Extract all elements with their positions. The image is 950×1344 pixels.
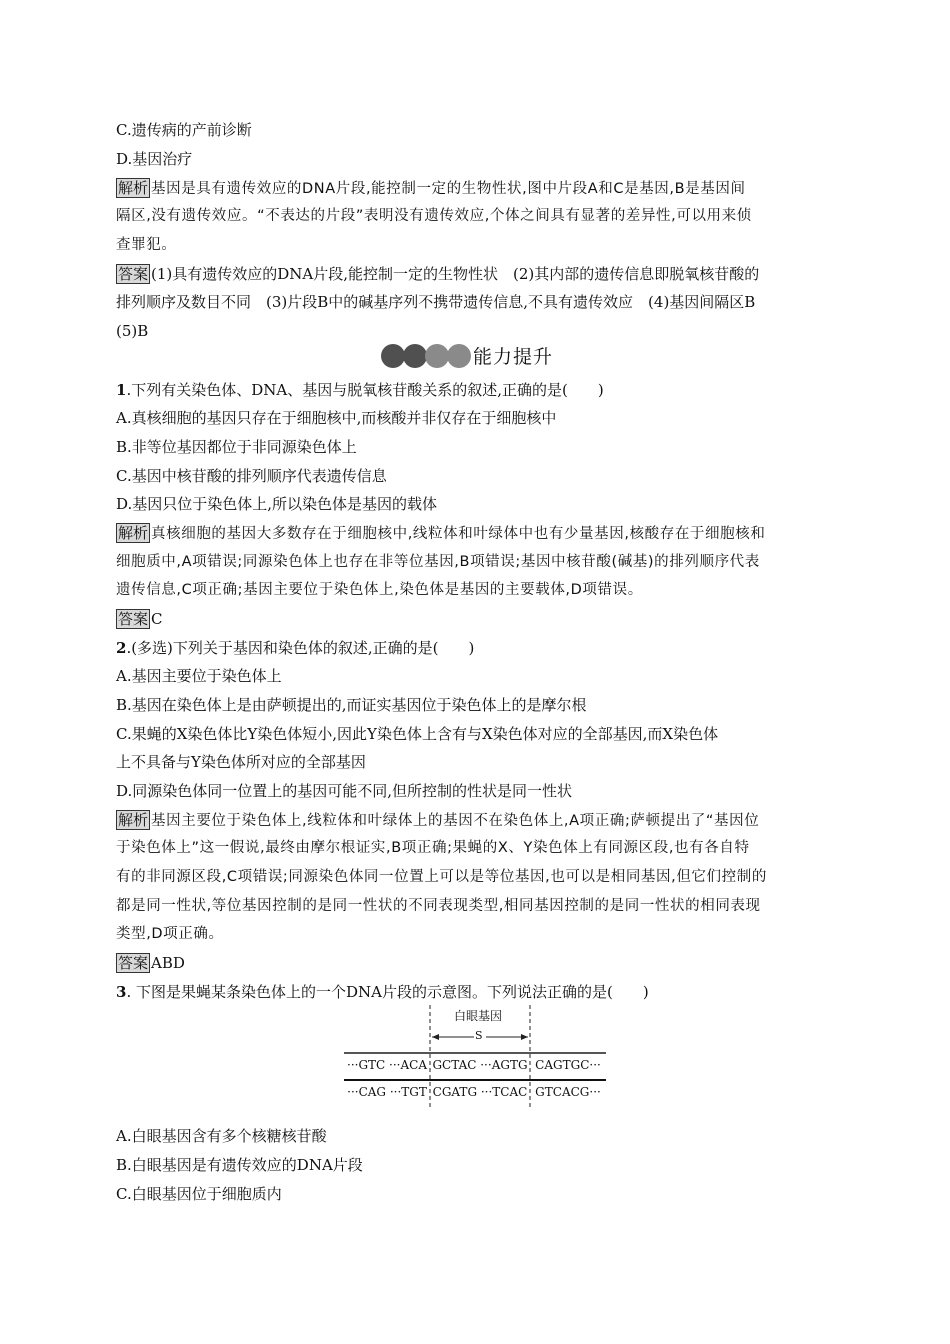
- section-header: [381, 342, 553, 369]
- q1-option-c: C.基因中核苷酸的排列顺序代表遗传信息: [116, 467, 387, 485]
- q1-answer: 答案 C: [118, 610, 163, 628]
- q1-option-d: D.基因只位于染色体上,所以染色体是基因的载体: [116, 495, 438, 513]
- q3-option-c: C.白眼基因位于细胞质内: [116, 1185, 282, 1203]
- q1-analysis-line: 遗传信息,C项正确;基因主要位于染色体上,染色体是基因的主要载体,D项错误。: [116, 582, 643, 598]
- top-strand-gene: GCTAC ···AGTG: [432, 1058, 528, 1072]
- answer-tag: 答案: [118, 265, 149, 283]
- q1-analysis-line: 解析 真核细胞的基因大多数存在于细胞核中,线粒体和叶绿体中也有少量基因,核酸存在于细胞核和: [118, 524, 766, 542]
- q1-analysis-line: 细胞质中,A项错误;同源染色体上也存在非等位基因,B项错误;基因中核苷酸(碱基)的排列顺序代表: [116, 554, 760, 570]
- q2-analysis-line: 都是同一性状,等位基因控制的是同一性状的不同表现类型,相同基因控制的是同一性状的相同表现: [116, 898, 761, 914]
- analysis-line: 隔区,没有遗传效应。“不表达的片段”表明没有遗传效应,个体之间具有显著的差异性,可以用来侦: [116, 208, 752, 224]
- q1-option-a: A.真核细胞的基因只存在于细胞核中,而核酸并非仅存在于细胞核中: [116, 409, 557, 427]
- question-3-stem: 3. 下图是果蝇某条染色体上的一个DNA片段的示意图。下列说法正确的是( ): [116, 983, 649, 1001]
- question-2-stem: 2.(多选)下列关于基因和染色体的叙述,正确的是( ): [116, 639, 475, 657]
- q2-option-c: C.果蝇的X染色体比Y染色体短小,因此Y染色体上含有与X染色体对应的全部基因,而X染色体: [116, 725, 719, 743]
- q2-option-d: D.同源染色体同一位置上的基因可能不同,但所控制的性状是同一性状: [116, 782, 573, 800]
- span-label: S: [475, 1029, 483, 1042]
- bottom-strand-gene: CGATG ···TCAC: [432, 1085, 528, 1099]
- q3-option-a: A.白眼基因含有多个核糖核苷酸: [116, 1127, 327, 1145]
- circle-icon: [425, 344, 449, 368]
- circle-icon: [381, 344, 405, 368]
- q2-analysis-line: 于染色体上”这一假说,最终由摩尔根证实,B项正确;果蝇的X、Y染色体上有同源区段,也有各自特: [116, 840, 750, 856]
- analysis-line: 解析 基因是具有遗传效应的DNA片段,能控制一定的生物性状,图中片段A和C是基因,B是基因间: [118, 179, 746, 197]
- q2-analysis-line: 解析 基因主要位于染色体上,线粒体和叶绿体上的基因不在染色体上,A项正确;萨顿提出了“基因位: [118, 811, 760, 829]
- analysis-line: 查罪犯。: [116, 237, 177, 253]
- dna-segment-diagram: [344, 1003, 606, 1108]
- q2-option-a: A.基因主要位于染色体上: [116, 667, 282, 685]
- q1-option-b: B.非等位基因都位于非同源染色体上: [116, 438, 357, 456]
- q2-analysis-line: 类型,D项正确。: [116, 926, 224, 942]
- circle-icon: [403, 344, 427, 368]
- answer-tag: 答案: [118, 954, 149, 972]
- answer-line: 答案 (1)具有遗传效应的DNA片段,能控制一定的生物性状 (2)其内部的遗传信息即脱氧核苷酸的: [118, 265, 760, 283]
- bottom-strand-right: GTCACG···: [535, 1085, 601, 1099]
- option-d: D.基因治疗: [116, 150, 193, 168]
- answer-line: 排列顺序及数目不同 (3)片段B中的碱基序列不携带遗传信息,不具有遗传效应 (4)基因间隔区B: [116, 293, 756, 311]
- answer-line: (5)B: [116, 322, 149, 340]
- section-title: 能力提升: [473, 346, 554, 368]
- q2-analysis-line: 有的非同源区段,C项错误;同源染色体同一位置上可以是等位基因,也可以是相同基因,但它们控制的: [116, 869, 767, 885]
- analysis-tag: 解析: [118, 524, 149, 542]
- q2-answer: 答案 ABD: [118, 954, 185, 972]
- top-strand-left: ···GTC ···ACA: [347, 1058, 427, 1072]
- circle-icon: [447, 344, 471, 368]
- option-c: C.遗传病的产前诊断: [116, 121, 252, 139]
- analysis-tag: 解析: [118, 811, 149, 829]
- gene-label: 白眼基因: [454, 1009, 503, 1023]
- bottom-strand-left: ···CAG ···TGT: [347, 1085, 427, 1099]
- top-strand-right: CAGTGC···: [535, 1058, 601, 1072]
- q3-option-b: B.白眼基因是有遗传效应的DNA片段: [116, 1156, 363, 1174]
- q2-option-b: B.基因在染色体上是由萨顿提出的,而证实基因位于染色体上的是摩尔根: [116, 696, 587, 714]
- q2-option-c-cont: 上不具备与Y染色体所对应的全部基因: [116, 753, 366, 771]
- answer-tag: 答案: [118, 610, 149, 628]
- question-1-stem: 1.下列有关染色体、DNA、基因与脱氧核苷酸关系的叙述,正确的是( ): [116, 381, 604, 399]
- analysis-tag: 解析: [118, 179, 149, 197]
